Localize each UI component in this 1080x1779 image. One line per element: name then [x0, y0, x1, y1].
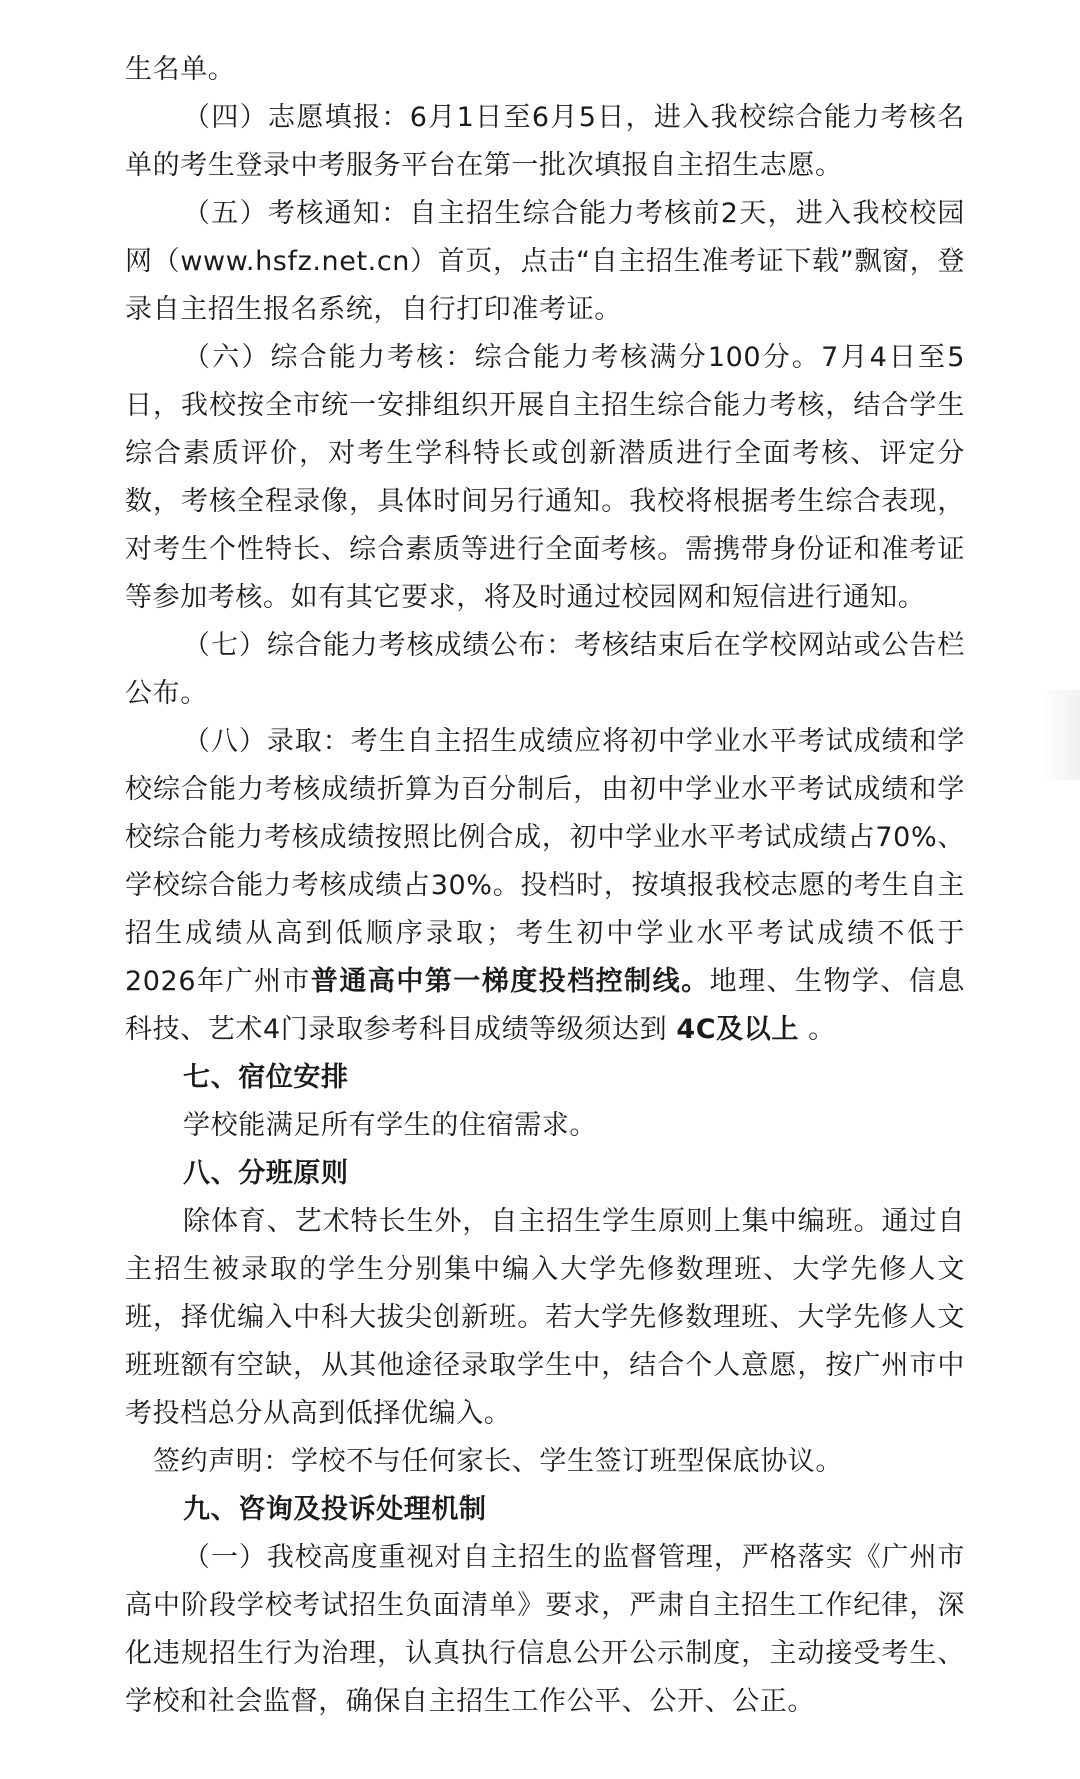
paragraph-accommodation: 学校能满足所有学生的住宿需求。	[183, 1110, 597, 1141]
admission-text-3: 。	[798, 1014, 836, 1045]
heading-class-assignment: 八、分班原则	[183, 1158, 349, 1189]
admission-text-1: （八）录取：考生自主招生成绩应将初中学业水平考试成绩和学校综合能力考核成绩折算为百分制后，由初中学业水平考试成绩和学校综合能力考核成绩按照比例合成，初中学业水平考试成绩占70%、学校综合能力考核成绩占30%。投档时，按填报我校志愿的考生自主招生成绩从高到低顺序录取；考生初中学业水平考试成绩不低于2026年广州市	[125, 726, 965, 997]
paragraph-exam-notice: （五）考核通知：自主招生综合能力考核前2天，进入我校校园网（www.hsfz.net.cn）首页，点击“自主招生准考证下载”飘窗，登录自主招生报名系统，自行打印准考证。	[125, 198, 965, 325]
scan-edge-shadow	[1040, 690, 1080, 780]
heading-accommodation: 七、宿位安排	[183, 1062, 349, 1093]
paragraph-volunteer-application: （四）志愿填报：6月1日至6月5日，进入我校综合能力考核名单的考生登录中考服务平台在第一批次填报自主招生志愿。	[125, 102, 965, 181]
paragraph-ability-assessment: （六）综合能力考核：综合能力考核满分100分。7月4日至5日，我校按全市统一安排组织开展自主招生综合能力考核，结合学生综合素质评价，对考生学科特长或创新潜质进行全面考核、评定分数，考核全程录像，具体时间另行通知。我校将根据考生综合表现，对考生个性特长、综合素质等进行全面考核。需携带身份证和准考证等参加考核。如有其它要求，将及时通过校园网和短信进行通知。	[125, 342, 965, 613]
paragraph-score-announcement: （七）综合能力考核成绩公布：考核结束后在学校网站或公告栏公布。	[125, 630, 965, 709]
paragraph-contract-statement: 签约声明：学校不与任何家长、学生签订班型保底协议。	[153, 1446, 843, 1477]
paragraph-class-assignment: 除体育、艺术特长生外，自主招生学生原则上集中编班。通过自主招生被录取的学生分别集中编入大学先修数理班、大学先修人文班，择优编入中科大拔尖创新班。若大学先修数理班、大学先修人文班班额有空缺，从其他途径录取学生中，结合个人意愿，按广州市中考投档总分从高到低择优编入。	[125, 1206, 965, 1429]
admission-text-2: 地理、生物学、信息科技、艺术4门录取参考科目成绩等级须达到	[125, 966, 966, 1045]
paragraph-admission	[125, 718, 965, 1054]
admission-bold-grade: 4C及以上	[676, 1014, 799, 1045]
paragraph-supervision: （一）我校高度重视对自主招生的监督管理，严格落实《广州市高中阶段学校考试招生负面清单》要求，严肃自主招生工作纪律，深化违规招生行为治理，认真执行信息公开公示制度，主动接受考生、学校和社会监督，确保自主招生工作公平、公开、公正。	[125, 1542, 965, 1717]
heading-consultation-complaints: 九、咨询及投诉处理机制	[183, 1494, 487, 1525]
paragraph-continuation: 生名单。	[125, 54, 236, 85]
document-body	[125, 46, 965, 1726]
admission-bold-threshold: 普通高中第一梯度投档控制线。	[310, 966, 710, 997]
